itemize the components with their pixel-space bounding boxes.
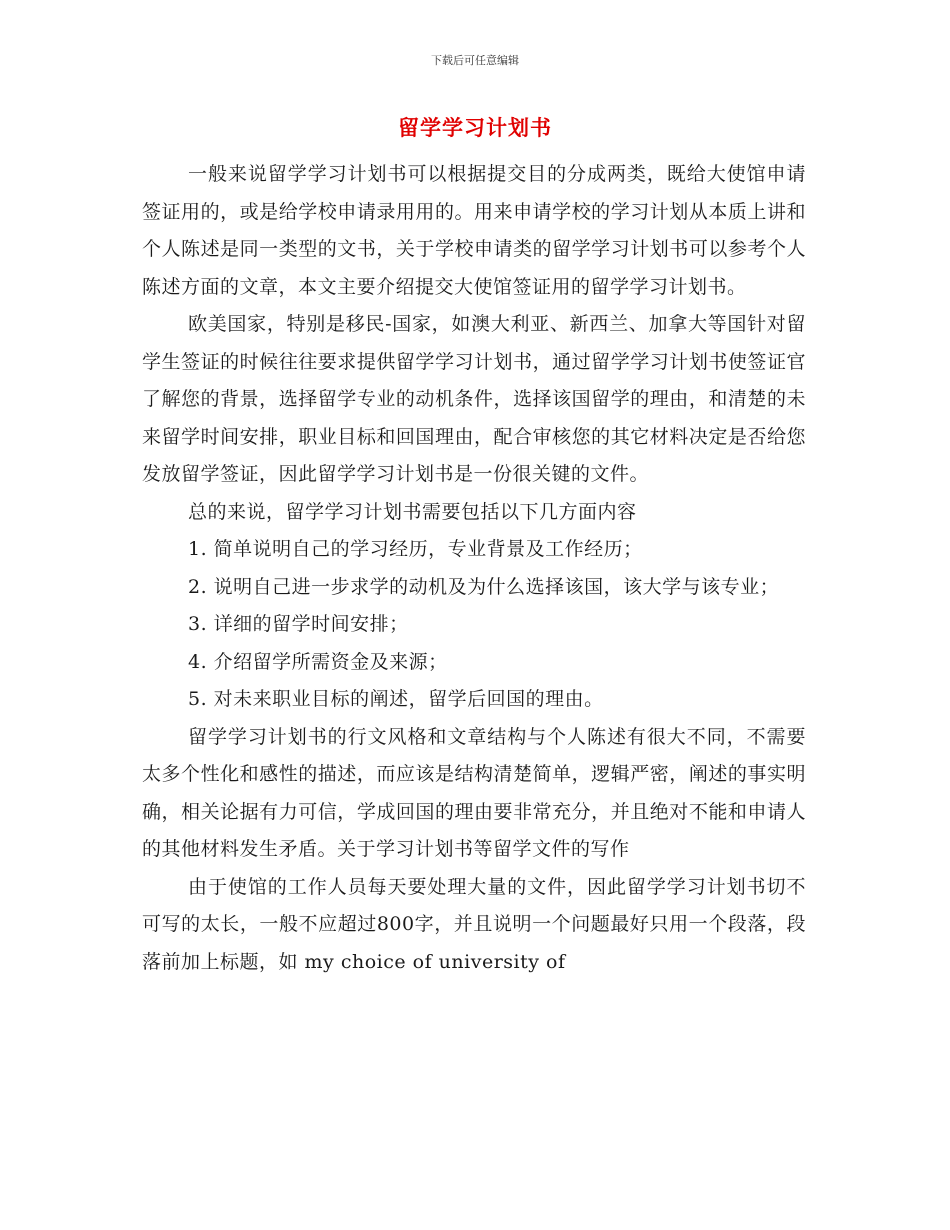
document-title: 留学学习计划书 xyxy=(398,116,552,140)
paragraph: 留学学习计划书的行文风格和文章结构与个人陈述有很大不同，不需要太多个性化和感性的描述，而应该是结构清楚简单，逻辑严密，阐述的事实明确，相关论据有力可信，学成回国的理由要非常充分，并且绝对不能和申请人的其他材料发生矛盾。关于学习计划书等留学文件的写作 xyxy=(142,725,806,860)
list-item: 4. 介绍留学所需资金及来源； xyxy=(188,650,448,673)
paragraph: 由于使馆的工作人员每天要处理大量的文件，因此留学学习计划书切不可写的太长，一般不应超过800字，并且说明一个问题最好只用一个段落，段落前加上标题，如 my choice of university of xyxy=(142,875,806,973)
document-body xyxy=(142,156,806,981)
paragraph: 一般来说留学学习计划书可以根据提交目的分成两类，既给大使馆申请签证用的，或是给学校申请录用用的。用来申请学校的学习计划从本质上讲和个人陈述是同一类型的文书，关于学校申请类的留学学习计划书可以参考个人陈述方面的文章，本文主要介绍提交大使馆签证用的留学学习计划书。 xyxy=(142,163,806,298)
page-header-note: 下载后可任意编辑 xyxy=(431,54,519,67)
paragraph: 欧美国家，特别是移民-国家，如澳大利亚、新西兰、加拿大等国针对留学生签证的时候往往要求提供留学学习计划书，通过留学学习计划书使签证官了解您的背景，选择留学专业的动机条件，选择该国留学的理由，和清楚的未来留学时间安排，职业目标和回国理由，配合审核您的其它材料决定是否给您发放留学签证，因此留学学习计划书是一份很关键的文件。 xyxy=(142,313,806,485)
list-item: 3. 详细的留学时间安排； xyxy=(188,613,409,635)
paragraph: 总的来说，留学学习计划书需要包括以下几方面内容 xyxy=(188,500,637,523)
list-item: 5. 对未来职业目标的阐述，留学后回国的理由。 xyxy=(188,688,604,710)
list-item: 2. 说明自己进一步求学的动机及为什么选择该国，该大学与该专业； xyxy=(188,575,780,598)
list-item: 1. 简单说明自己的学习经历，专业背景及工作经历； xyxy=(188,538,643,560)
